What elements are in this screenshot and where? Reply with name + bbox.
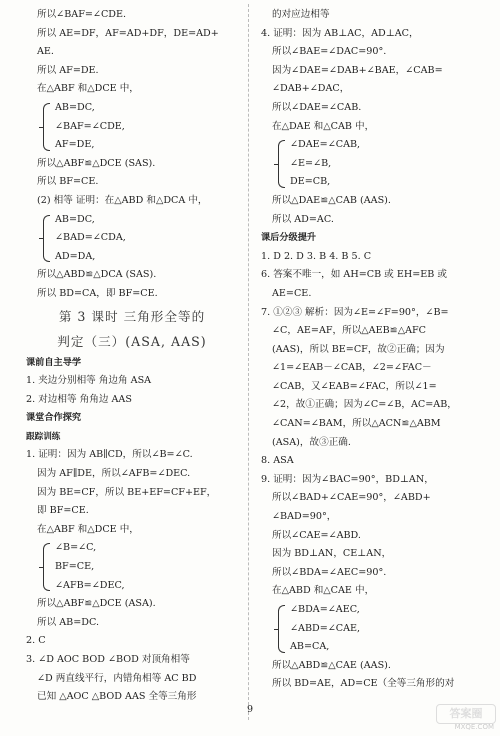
brace-system <box>37 99 238 155</box>
text-line: 所以∠BAF=∠CDE. <box>37 9 127 20</box>
text-line: ∠CAB，又∠EAB=∠FAC，所以∠1= <box>272 380 437 392</box>
text-line: ∠C，AE=AF，所以△AEB≌△AFC <box>272 325 427 337</box>
column-divider <box>248 4 249 720</box>
text-line: ∠DAB+∠DAC， <box>272 83 350 95</box>
text-line: 因为 BE=CF，所以 BE+EF=CF+EF， <box>37 486 217 498</box>
text-line: 4. 证明：因为 AB⊥AC，AD⊥AC， <box>261 27 419 39</box>
equation-line: DE=CB, <box>290 176 331 188</box>
text-line: 所以∠BAD+∠CAE=90°，∠ABD+ <box>272 492 431 504</box>
text-line: AE=CE. <box>272 287 312 299</box>
text-line: 因为 BD⊥AN，CE⊥AN， <box>272 548 392 560</box>
text-line: 7. ①②③ 解析：因为∠E=∠F=90°，∠B= <box>261 306 449 318</box>
text-line: 在△ABF 和△DCE 中， <box>37 83 139 95</box>
text-line: ∠BAD=90°， <box>272 511 337 523</box>
subsection-heading: 跟踪训练 <box>26 431 61 442</box>
brace-system <box>272 136 479 192</box>
brace-system <box>37 211 238 267</box>
text-line: 9. 证明：因为∠BAC=90°，BD⊥AN， <box>261 473 434 485</box>
equation-line: AF=DE, <box>55 139 95 151</box>
text-line: 1. 夹边分别相等 角边角 ASA <box>26 375 152 387</box>
text-line: ∠CAN=∠BAM，所以△ACN≌△ABM <box>272 418 441 430</box>
text-line: 所以 BD=AE，AD=CE（全等三角形的对 <box>272 678 455 690</box>
equation-line: ∠BAD=∠CDA, <box>55 232 126 244</box>
text-line: 因为∠DAE=∠DAB+∠BAE，∠CAB= <box>272 64 443 76</box>
text-line: ∠2，故①正确；因为∠C=∠B，AC=AB， <box>272 399 457 411</box>
text-line: (2) 相等 证明：在△ABD 和△DCA 中， <box>37 194 208 206</box>
left-column <box>26 6 238 707</box>
brace-system <box>272 601 479 657</box>
right-column <box>261 6 479 694</box>
text-line: (ASA)，故③正确. <box>272 436 351 448</box>
equation-line: BF=CE, <box>55 561 95 573</box>
page-number: 9 <box>246 704 254 715</box>
text-line: 所以△ABD≌△CAE (AAS). <box>272 659 391 671</box>
text-line: 所以△DAE≌△CAB (AAS). <box>272 194 391 206</box>
watermark-text: 答案圈 <box>436 704 496 724</box>
text-line: 即 BF=CE. <box>37 505 89 517</box>
text-line: 所以∠DAE=∠CAB. <box>272 101 362 113</box>
text-line: 的对应边相等 <box>272 9 330 20</box>
equation-line: AB=DC, <box>55 101 95 113</box>
text-line: (AAS)，所以 BE=CF，故②正确；因为 <box>272 343 445 355</box>
equation-line: ∠AFB=∠DEC, <box>55 579 125 591</box>
text-line: 1. 证明：因为 AB∥CD，所以∠B=∠C. <box>26 449 193 461</box>
text-line: ∠1=∠EAB－∠CAB，∠2=∠FAC－ <box>272 362 432 374</box>
section-heading: 课后分级提升 <box>261 232 317 244</box>
equation-line: ∠DAE=∠CAB, <box>290 139 361 151</box>
text-line: 2. C <box>26 635 46 647</box>
text-line: 1. D 2. D 3. B 4. B 5. C <box>261 250 372 262</box>
text-line: 所以△ABD≌△DCA (SAS). <box>37 269 157 281</box>
equation-line: AB=DC, <box>55 213 95 225</box>
watermark-logo <box>434 704 496 732</box>
lesson-title-line-1: 第 3 课时 三角形全等的 <box>58 308 206 324</box>
section-heading: 课前自主导学 <box>26 356 82 368</box>
lesson-title-line-2: 判定（三）(ASA, AAS) <box>57 333 207 349</box>
text-line: 8. ASA <box>261 455 294 467</box>
text-line: 所以∠CAE=∠ABD. <box>272 529 361 541</box>
text-line: 所以∠BAE=∠DAC=90°. <box>272 46 387 58</box>
text-line: 在△DAE 和△CAB 中， <box>272 120 375 132</box>
text-line: 所以 AD=AC. <box>272 213 334 225</box>
text-line: 6. 答案不唯一，如 AH=CB 或 EH=EB 或 <box>261 269 447 281</box>
text-line: 在△ABD 和△CAE 中， <box>272 585 375 597</box>
equation-line: ∠ABD=∠CAE, <box>290 622 361 634</box>
text-line: 已知 △AOC △BOD AAS 全等三角形 <box>37 691 197 703</box>
text-line: 所以 AF=DE. <box>37 64 99 76</box>
text-line: 所以 BD=CA，即 BF=CE. <box>37 287 158 299</box>
text-line: 3. ∠D AOC BOD ∠BOD 对顶角相等 <box>26 654 190 665</box>
text-line: 所以∠BDA=∠AEC=90°. <box>272 566 387 578</box>
text-line: 所以 AE=DF，AF=AD+DF，DE=AD+ <box>37 27 219 39</box>
text-line: 在△ABF 和△DCE 中， <box>37 523 139 535</box>
equation-line: ∠B=∠C, <box>55 542 97 554</box>
text-line: AE. <box>37 46 54 58</box>
equation-line: ∠BDA=∠AEC, <box>290 604 360 615</box>
equation-line: ∠E=∠B, <box>290 157 332 169</box>
text-line: ∠D 两直线平行，内错角相等 AC BD <box>37 672 197 684</box>
text-line: 所以△ABF≌△DCE (ASA). <box>37 598 156 610</box>
text-line: 所以 BF=CE. <box>37 176 99 188</box>
section-heading: 课堂合作探究 <box>26 412 82 424</box>
equation-line: ∠BAF=∠CDE, <box>55 120 125 132</box>
text-line: 2. 对边相等 角角边 AAS <box>26 393 132 405</box>
text-line: 所以△ABF≌△DCE (SAS). <box>37 157 156 169</box>
equation-line: AD=DA, <box>55 250 96 262</box>
watermark-url: MXQE.COM <box>454 723 494 731</box>
text-line: 所以 AB=DC. <box>37 616 99 628</box>
brace-system <box>37 539 238 595</box>
equation-line: AB=CA, <box>290 641 330 653</box>
text-line: 因为 AF∥DE，所以∠AFB=∠DEC. <box>37 468 191 480</box>
